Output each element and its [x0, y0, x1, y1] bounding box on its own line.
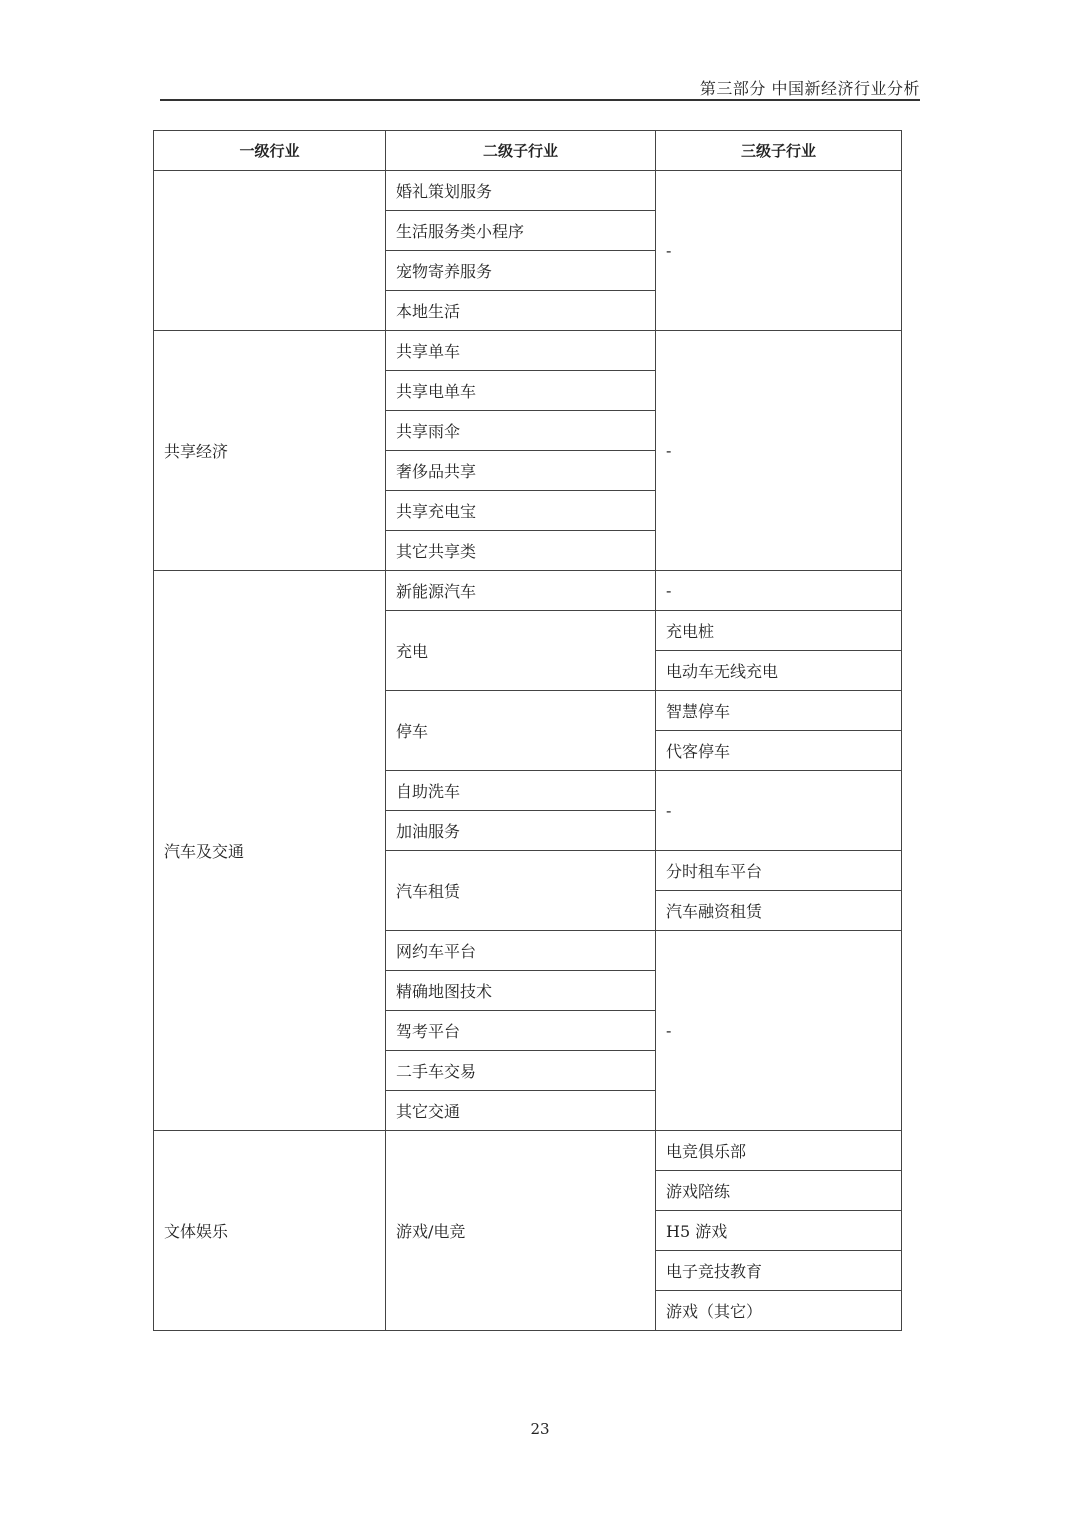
level2-cell: 本地生活 — [386, 291, 656, 331]
level2-cell: 共享单车 — [386, 331, 656, 371]
level2-cell: 停车 — [386, 691, 656, 771]
level2-cell: 加油服务 — [386, 811, 656, 851]
level3-cell: 游戏陪练 — [656, 1171, 902, 1211]
level3-cell: - — [656, 931, 902, 1131]
level1-cell — [154, 171, 386, 331]
level3-cell: - — [656, 571, 902, 611]
level2-cell: 精确地图技术 — [386, 971, 656, 1011]
level2-cell: 奢侈品共享 — [386, 451, 656, 491]
level3-cell: - — [656, 331, 902, 571]
level2-cell: 新能源汽车 — [386, 571, 656, 611]
level3-cell: 游戏（其它） — [656, 1291, 902, 1331]
level3-cell: 充电桩 — [656, 611, 902, 651]
level2-cell: 充电 — [386, 611, 656, 691]
level3-cell: 汽车融资租赁 — [656, 891, 902, 931]
table-row — [154, 331, 902, 371]
level2-cell: 其它交通 — [386, 1091, 656, 1131]
level2-cell: 自助洗车 — [386, 771, 656, 811]
level3-cell: 分时租车平台 — [656, 851, 902, 891]
level2-cell: 共享电单车 — [386, 371, 656, 411]
level2-cell: 宠物寄养服务 — [386, 251, 656, 291]
level2-cell: 汽车租赁 — [386, 851, 656, 931]
level3-cell: 电竞俱乐部 — [656, 1131, 902, 1171]
level3-cell: - — [656, 771, 902, 851]
table-row — [154, 571, 902, 611]
column-header-level1: 一级行业 — [154, 131, 386, 171]
level2-cell: 共享雨伞 — [386, 411, 656, 451]
level2-cell: 生活服务类小程序 — [386, 211, 656, 251]
level3-cell: 代客停车 — [656, 731, 902, 771]
level2-cell: 游戏/电竞 — [386, 1131, 656, 1331]
level3-cell: 电动车无线充电 — [656, 651, 902, 691]
table-header-row — [154, 131, 902, 171]
level3-cell: - — [656, 171, 902, 331]
level3-cell: 智慧停车 — [656, 691, 902, 731]
level1-cell: 共享经济 — [154, 331, 386, 571]
table-row — [154, 1131, 902, 1171]
level3-cell: 电子竞技教育 — [656, 1251, 902, 1291]
level2-cell: 共享充电宝 — [386, 491, 656, 531]
header-rule — [160, 99, 920, 101]
level1-cell: 汽车及交通 — [154, 571, 386, 1131]
level2-cell: 网约车平台 — [386, 931, 656, 971]
column-header-level3: 三级子行业 — [656, 131, 902, 171]
column-header-level2: 二级子行业 — [386, 131, 656, 171]
level2-cell: 婚礼策划服务 — [386, 171, 656, 211]
level2-cell: 二手车交易 — [386, 1051, 656, 1091]
level1-cell: 文体娱乐 — [154, 1131, 386, 1331]
level3-cell: H5 游戏 — [656, 1211, 902, 1251]
table-row — [154, 171, 902, 211]
page-number: 23 — [530, 1420, 550, 1438]
level2-cell: 其它共享类 — [386, 531, 656, 571]
running-header: 第三部分 中国新经济行业分析 — [699, 79, 920, 98]
level2-cell: 驾考平台 — [386, 1011, 656, 1051]
industry-table — [153, 130, 902, 1331]
